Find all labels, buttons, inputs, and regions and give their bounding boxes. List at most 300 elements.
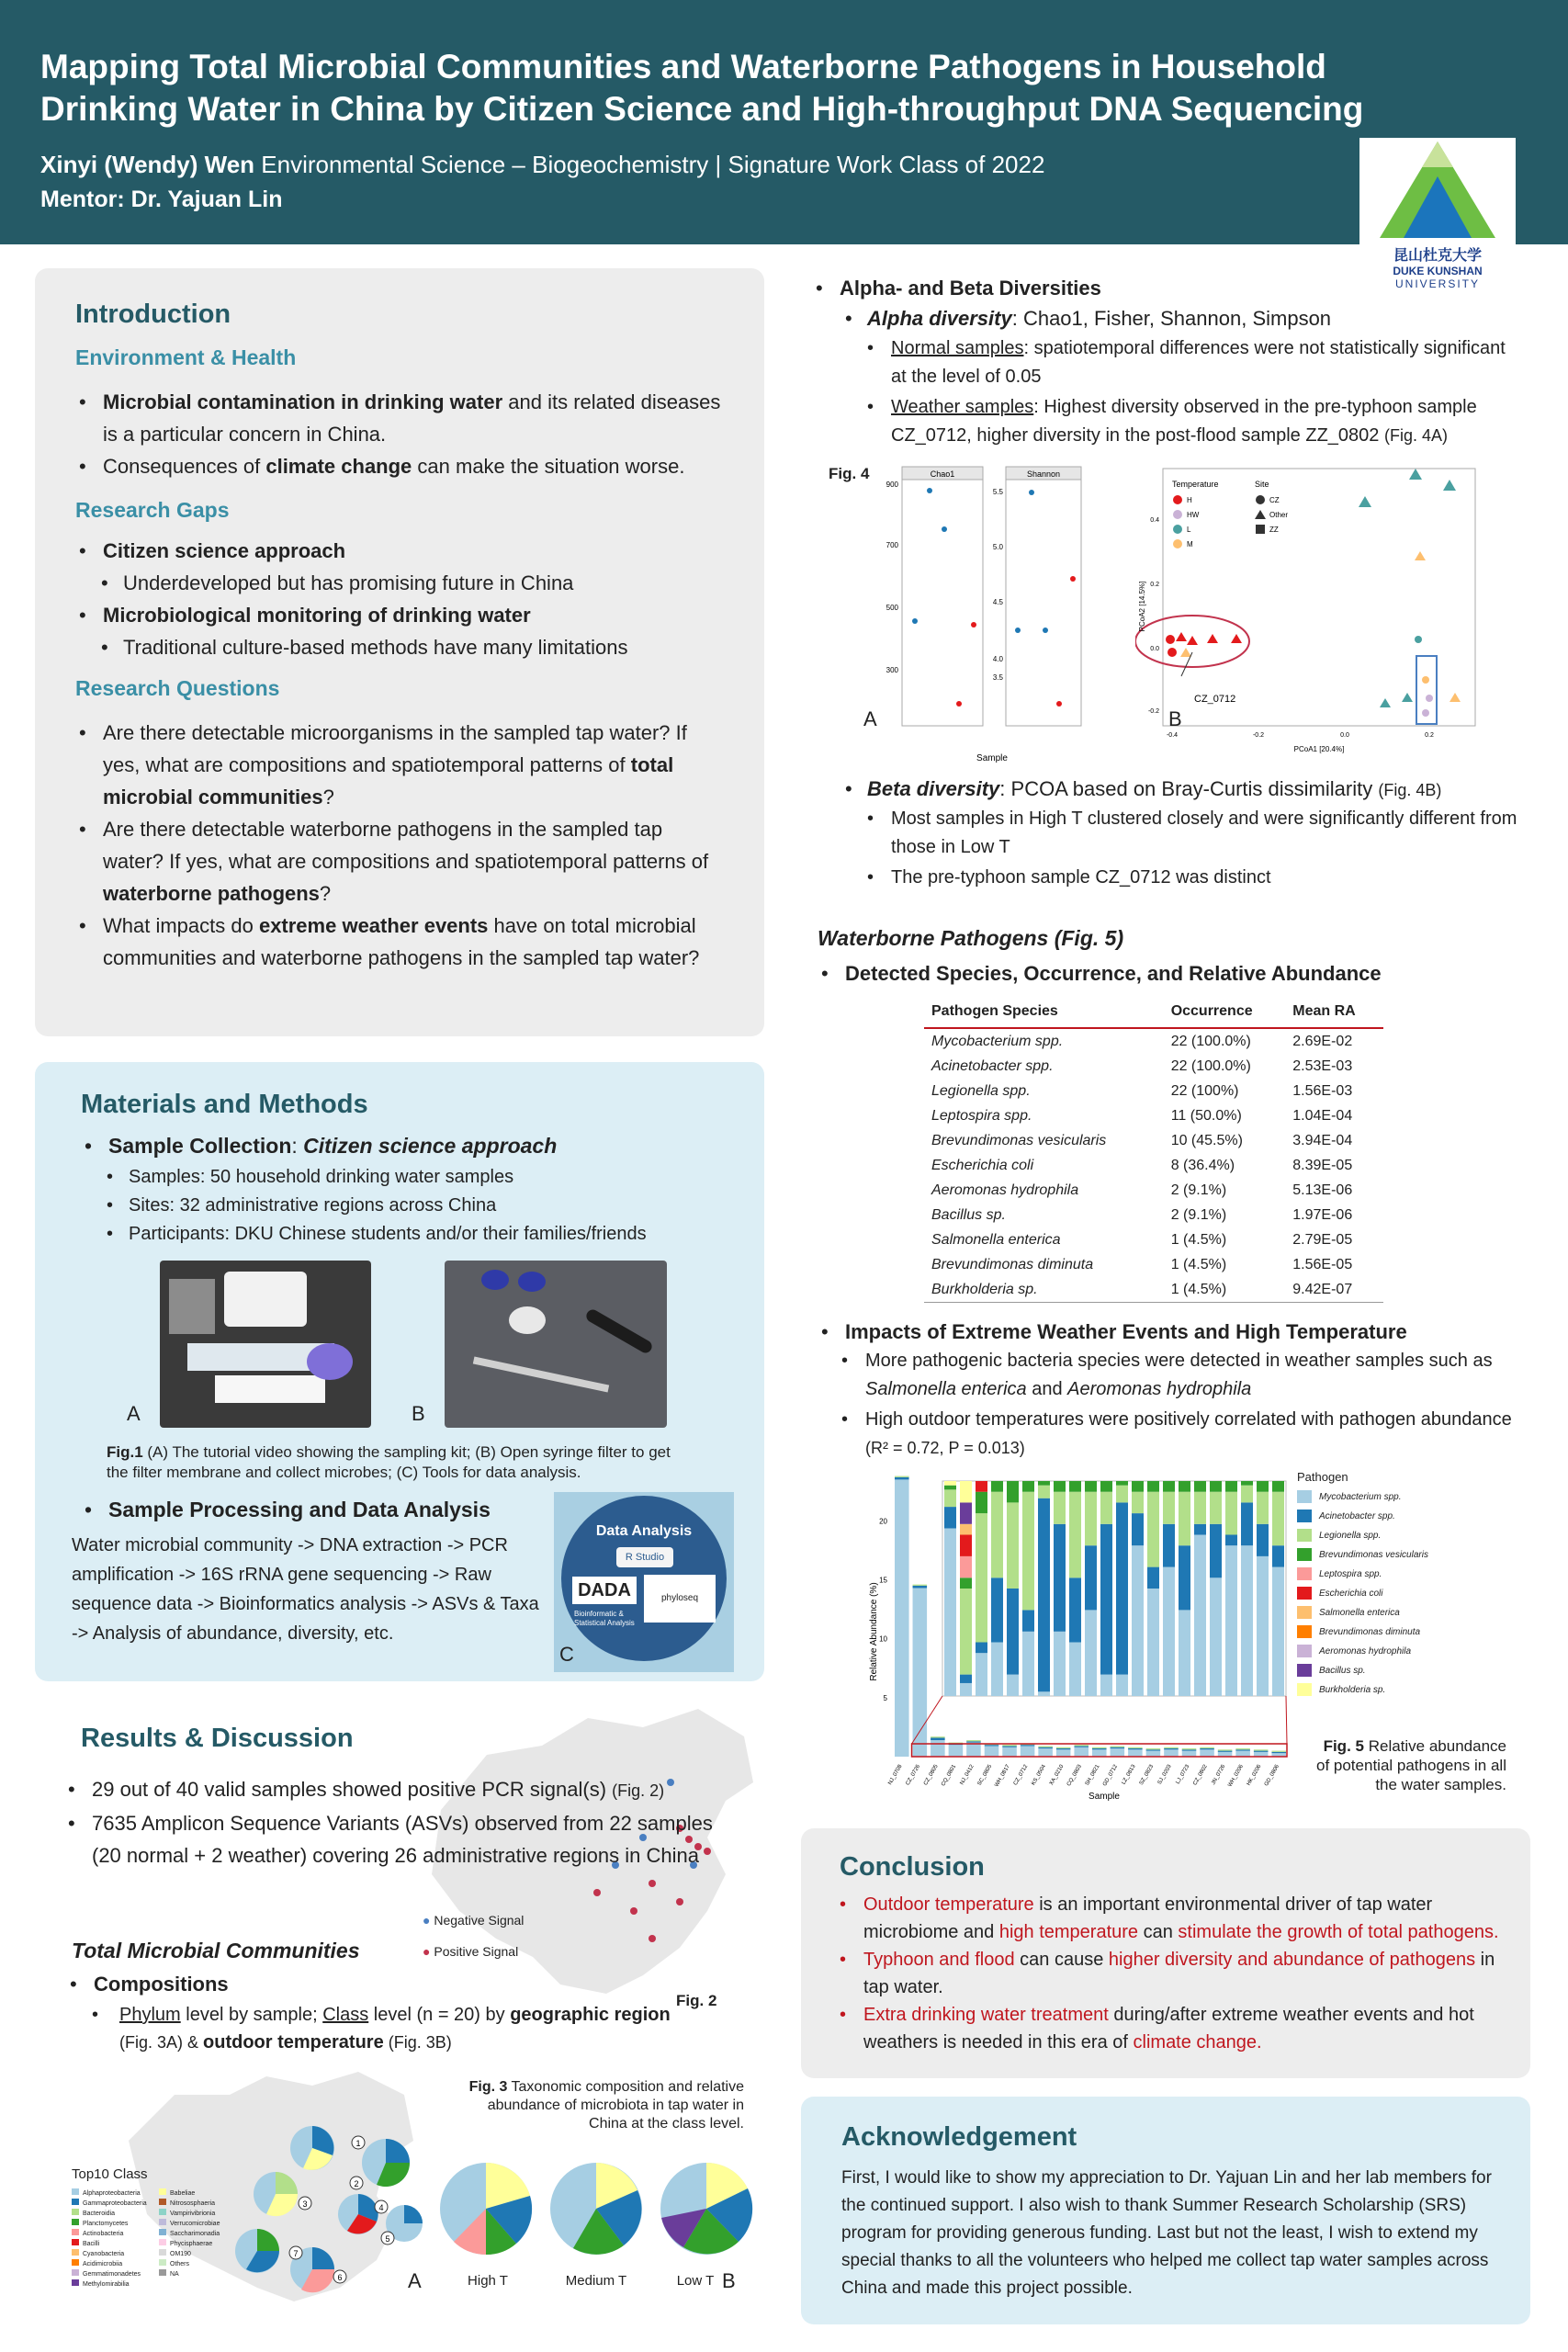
data-analysis-graphic [554,1492,734,1672]
positive-dot-icon: ● [423,1944,431,1959]
env-b2-bold: climate change [265,455,412,478]
occurrence-cell: 1 (4.5%) [1164,1277,1286,1303]
legend-swatch [72,2239,79,2245]
legend-swatch [159,2269,166,2276]
acknowledgement-text: First, I would like to show my appreciation to Dr. Yajuan Lin and her lab members for the continued support. I also wish to thank Summer Research Scholarship (SRS) program for providing generous funding. Last but not the least, I wish to extend my special thanks to all the volunteers who helped me collect tap water samples across China and made this project possible. [841,2168,1492,2298]
c3-c: climate change. [1133,2032,1262,2052]
pathogen-species-cell: Brevundimonas diminuta [931,1257,1094,1272]
legend-label: Saccharimonadia [170,2231,220,2237]
legend-positive-label: Positive Signal [434,1944,519,1959]
mean-ra-cell: 1.04E-04 [1292,1108,1353,1124]
top10-legend-item [159,2269,179,2278]
fig5-inset-segment [960,1675,972,1683]
imp2-stat: (R² = 0.72, P = 0.013) [865,1439,1025,1457]
fig5-inset-segment [976,1653,987,1696]
fig5-bar-segment [1038,1748,1053,1757]
fig5-inset-segment [976,1481,987,1492]
pcoa-point [1426,695,1433,702]
fig5-inset-segment [976,1492,987,1513]
c1-a: Outdoor temperature [863,1894,1034,1915]
compositions-label: Compositions [94,1973,229,1996]
author-line [40,151,1044,179]
result-1 [64,1773,726,1807]
rq1-c: ? [322,786,334,808]
legend-swatch [159,2209,166,2215]
processing-label: Sample Processing and Data Analysis [108,1498,491,1521]
fig5-bar-segment [1038,1746,1053,1747]
compositions-item [66,1968,709,2000]
pathogen-row [924,1054,1383,1079]
legend-label: Others [170,2261,190,2267]
fig5-inset-segment [1007,1675,1019,1696]
fig5-bar-segment [1200,1749,1214,1757]
conclusion-3: • Extra drinking water treatment during/after extreme weather events and hot weathers is needed in this era of climate change. [840,2005,1474,2052]
fig5-inset-segment [1210,1524,1222,1578]
normal-samples-text: : spatiotemporal differences were not statistically significant at the level of 0.05 [891,338,1506,387]
fig5-bar-segment [966,1741,981,1742]
pathogen-species-cell: Escherichia coli [931,1158,1034,1173]
fig5-caption-text: Relative abundance of potential pathogens in all the water samples. [1316,1737,1506,1793]
beta-label: Beta diversity [867,777,1000,800]
fig5-bar-segment [1074,1747,1089,1757]
fig5-inset-segment [1116,1502,1128,1674]
fig5-bar-segment [1182,1749,1197,1750]
legend-swatch [159,2219,166,2225]
result-1-fig: (Fig. 2) [612,1781,665,1800]
negative-dot-icon: ● [423,1913,431,1928]
pathogen-table [924,1000,1383,1303]
fig5-inset-segment [944,1528,956,1696]
cz-0712-label: CZ_0712 [1194,694,1236,705]
top10-legend-item [72,2249,124,2257]
c1-b: is an important environmental driver of tap water microbiome and [863,1894,1433,1942]
region-pie [290,2126,334,2170]
fig5-bar-segment [1092,1748,1107,1749]
rstudio-logo: R Studio [616,1547,673,1567]
pcoa-xtick: 0.2 [1425,732,1434,739]
c2-a: Typhoon and flood [863,1950,1015,1970]
sample-collection-list [81,1130,742,1162]
logo-mountain-icon [1380,141,1495,243]
chao-point [971,622,976,628]
pathogen-row [924,1203,1383,1227]
fig5-bar-segment [1218,1751,1233,1752]
data-analysis-title: Data Analysis [595,1523,693,1539]
fig5-bar-segment [1128,1747,1143,1748]
fig5-inset-segment [1272,1492,1284,1546]
legend-negative-label: Negative Signal [434,1913,525,1928]
occurrence-cell: 8 (36.4%) [1170,1158,1235,1173]
legend-swatch [72,2219,79,2225]
conclusion-list [836,1891,1506,2056]
fig5-legend-item [1297,1565,1508,1584]
gap-2-sub: • Traditional culture-based methods have many limitations [75,631,737,663]
temperature-legend-title: Temperature [1172,480,1219,489]
site-legend-title: Site [1255,480,1269,489]
pathogens-title: Waterborne Pathogens (Fig. 5) [818,926,1124,950]
fig5-legend-item [1297,1584,1508,1603]
fig5-inset-segment [1210,1577,1222,1696]
region-number: 5 [385,2234,390,2244]
fig5-ytick: 10 [879,1634,887,1644]
occurrence-cell: 2 (9.1%) [1170,1207,1227,1223]
fig5-bar-segment [1092,1747,1107,1748]
fig5-inset-segment [1069,1481,1081,1492]
fig5-bar-segment [1235,1749,1250,1750]
legend-negative [423,1913,524,1928]
c3-a: Extra drinking water treatment [863,2005,1109,2025]
fig5-bar-segment [1056,1749,1071,1757]
pathogen-species-cell: Leptospira spp. [931,1108,1032,1124]
legend-label: Verrucomicrobiae [170,2221,220,2227]
mean-ra-cell: 3.94E-04 [1292,1133,1353,1148]
result-1-text: 29 out of 40 valid samples showed positive PCR signal(s) [92,1778,613,1801]
fig5-zoom-line [1286,1696,1287,1744]
fig5-xtick: SC_0805 [976,1764,994,1787]
col-mean-ra: Mean RA [1285,1000,1383,1028]
legend-label: Cyanobacteria [83,2251,125,2257]
fig5-bar-segment [1271,1752,1286,1753]
fig5-bar-segment [1092,1749,1107,1757]
legend-m-icon [1173,539,1182,548]
fig5-inset-segment [944,1507,956,1528]
positive-signal-dot [593,1889,601,1896]
pathogen-row [924,1103,1383,1128]
fig5-inset-segment [1085,1481,1097,1492]
gap-2 [75,599,737,631]
diversity-heading: Alpha- and Beta Diversities [840,277,1101,300]
beta-rest: : PCOA based on Bray-Curtis dissimilarity [999,777,1379,800]
legend-label: Acidimicrobiia [83,2261,123,2267]
fig5-inset-segment [1210,1481,1222,1492]
chao-tick: 900 [886,481,898,489]
fig5-inset-segment [1257,1481,1269,1492]
high-t-pie [440,2163,532,2255]
author-name: Xinyi (Wendy) Wen [40,151,255,178]
fig5-legend-label: Bacillus sp. [1319,1666,1366,1676]
legend-label: Actinobacteria [83,2231,124,2237]
shannon-point [1043,628,1048,633]
region-number: 2 [354,2179,359,2188]
rq3-c: have on total microbial communities and waterborne pathogens in the sampled tap water? [103,914,700,969]
legend-other: Other [1269,511,1289,519]
sample-collection-item [81,1130,742,1162]
fig5-inset-segment [1194,1524,1206,1535]
legend-m: M [1187,540,1193,548]
c1-c: high temperature [998,1922,1139,1942]
conclusion-2: • Typhoon and flood can cause higher diversity and abundance of pathogens in tap water. [840,1950,1495,1997]
fig5-inset-segment [1163,1492,1175,1524]
rq2-b: waterborne pathogens [103,882,320,905]
pcoa-ytick: 0.0 [1150,646,1159,652]
fig5-legend-swatch [1297,1645,1312,1657]
legend-swatch [159,2239,166,2245]
results-title: Results & Discussion [81,1724,354,1753]
rq-2 [75,813,718,910]
fig5-bar-segment [1182,1748,1197,1749]
fig5-xtick: NJ_0708 [887,1764,904,1786]
rq-1 [75,717,718,813]
fig5-inset-segment [1038,1481,1050,1486]
legend-cz-icon [1256,495,1265,504]
legend-swatch [72,2269,79,2276]
fig1-label-a: A [127,1402,141,1425]
legend-label: Bacilli [83,2241,100,2247]
fig5-inset-segment [1257,1492,1269,1524]
fig5-inset-segment [1100,1524,1112,1675]
fig5-legend-item [1297,1507,1508,1526]
sample-axis-label: Sample [976,753,1008,763]
fig5-inset-segment [1225,1535,1237,1546]
pcoa-ytick: 0.4 [1150,517,1159,524]
region-number: 4 [378,2203,384,2212]
fig5-xtick: CZ_0726 [905,1764,922,1787]
fig5-legend-label: Mycobacterium spp. [1319,1492,1402,1502]
fig5-inset-segment [960,1683,972,1696]
fig5-bar-segment [1038,1747,1053,1748]
fig5-inset-segment [1225,1481,1237,1492]
fig5-inset-segment [944,1489,956,1507]
pathogen-row [924,1028,1383,1054]
top10-legend-item [72,2188,141,2197]
impact-bullet-1: • More pathogenic bacteria species were detected in weather samples such as Salmonella enterica and Aeromonas hydrophila [841,1351,1493,1399]
legend-swatch [159,2259,166,2266]
legend-hw: HW [1187,511,1200,519]
fig5-bar-segment [1002,1747,1017,1757]
rq2-a: Are there detectable waterborne pathogens in the sampled tap water? If yes, what are compositions and spatiotemporal patterns of [103,818,709,873]
fig5-inset-segment [1085,1545,1097,1610]
fig5-xtick: CQ_0803 [1066,1764,1083,1788]
impacts-label: Impacts of Extreme Weather Events and High Temperature [845,1320,1407,1343]
region-number: 6 [337,2273,343,2282]
fig5-bar-segment [913,1586,928,1589]
fig5-inset-segment [1194,1481,1206,1492]
author-affiliation: Environmental Science – Biogeochemistry | Signature Work Class of 2022 [254,151,1045,178]
sc-colon: : [291,1134,304,1158]
fig5-bar-segment [1128,1749,1143,1757]
beta-fig: (Fig. 4B) [1378,781,1442,799]
fig5-bar-segment [1235,1751,1250,1757]
fig5-bar-segment [1146,1748,1161,1749]
fig5-inset-segment [1272,1481,1284,1492]
fig5-bar-segment [1128,1748,1143,1749]
fig5-legend-swatch [1297,1606,1312,1619]
fig5-legend-swatch [1297,1664,1312,1677]
legend-label: Vampirivibrionia [170,2211,216,2217]
beta-diversity-line: • Beta diversity: PCOA based on Bray-Curtis dissimilarity (Fig. 4B) [845,777,1442,800]
research-gaps-heading: Research Gaps [75,498,230,522]
dada2-logo: DADA [572,1577,637,1604]
region-number: 1 [355,2139,361,2148]
imp1-c: and [1026,1379,1068,1399]
pcoa-point [1422,676,1429,684]
fig5-xtick: SZ_0823 [1138,1764,1156,1787]
env-b1-rest: and its related diseases is a particular concern in China. [103,390,721,446]
gap-2-text: Microbiological monitoring of drinking water [103,604,531,627]
fig5-inset-segment [1147,1492,1159,1567]
mean-ra-cell: 2.53E-03 [1292,1058,1353,1074]
rq1-a: Are there detectable microorganisms in the sampled tap water? If yes, what are compositions and spatiotemporal patterns of [103,721,687,776]
legend-label: OM190 [170,2251,191,2257]
fig5-inset-segment [1194,1535,1206,1697]
env-health-heading: Environment & Health [75,345,297,369]
fig5-inset-segment [1069,1643,1081,1697]
positive-signal-dot [676,1898,683,1905]
fig5-inset-segment [1179,1492,1190,1546]
fig5-ytick: 5 [883,1693,887,1702]
mentor-line: Mentor: Dr. Yajuan Lin [40,187,283,212]
env-b1-bold: Microbial contamination in drinking water [103,390,503,413]
samples-count: • Samples: 50 household drinking water samples [81,1163,742,1192]
fig5-inset-segment [960,1524,972,1535]
legend-l: L [1187,526,1191,534]
impacts-item [818,1316,1534,1348]
top10-legend-item [72,2199,147,2207]
chao-tick: 300 [886,666,898,674]
fig5-inset-segment [1069,1492,1081,1578]
fig5-inset-segment [1163,1567,1175,1696]
fig5-legend-swatch [1297,1529,1312,1542]
fig5-inset-segment [960,1556,972,1577]
fig5-inset-segment [1163,1481,1175,1492]
fig5-bar-segment [1164,1749,1179,1757]
fig5-legend-label: Aeromonas hydrophila [1319,1646,1412,1657]
pathogen-species-cell: Burkholderia sp. [924,1277,1164,1303]
pcoa-point [1168,648,1177,657]
fig5-bar-segment [1200,1748,1214,1749]
fig5-legend-swatch [1297,1587,1312,1600]
alpha-diversity-line: • Alpha diversity: Chao1, Fisher, Shannon, Simpson [845,307,1332,330]
fig5-legend-item [1297,1661,1508,1680]
fig5-bar-segment [1164,1748,1179,1749]
syringe-filter-photo [445,1261,667,1428]
legend-swatch [72,2279,79,2286]
fig5-ytick: 20 [879,1517,887,1526]
sample-collection-approach: Citizen science approach [303,1134,558,1158]
fig5-legend-label: Brevundimonas diminuta [1319,1627,1421,1637]
fig5-xtick: LZ_0813 [1121,1764,1137,1786]
geo-region: geographic region [510,2005,671,2025]
legend-zz-icon [1256,525,1265,534]
legend-label: Gammaproteobacteria [83,2200,147,2207]
pathogen-row [924,1252,1383,1277]
fig5-bar-segment [966,1743,981,1757]
fig5-xtick: CZ_0712 [1012,1764,1030,1787]
weather-fig: (Fig. 4A) [1383,426,1448,445]
alpha-label: Alpha diversity [867,307,1012,330]
processing-list [81,1494,595,1526]
imp1-a: More pathogenic bacteria species were detected in weather samples such as [865,1351,1493,1371]
fig5-inset-segment [1132,1492,1144,1513]
poster-header [0,0,1568,244]
pathogen-row [924,1128,1383,1153]
pcoa-xlabel: PCoA1 [20.4%] [1293,745,1345,753]
shannon-tick: 5.0 [992,543,1003,551]
fig5-inset-segment [1257,1524,1269,1556]
fig5-inset-segment [944,1486,956,1490]
sites-count: • Sites: 32 administrative regions across China [81,1192,742,1220]
detected-item [818,957,1534,989]
legend-zz: ZZ [1269,526,1279,534]
fig5-legend-swatch [1297,1510,1312,1522]
region-number: 7 [293,2249,299,2258]
weather-samples-label: Weather samples [891,397,1034,417]
fig5-inset-segment [944,1481,956,1486]
fig5-bar-segment [1218,1749,1233,1750]
fig5-inset-segment [1054,1524,1066,1632]
fig5-inset-segment [1038,1498,1050,1692]
legend-label: Methylomirabilia [83,2281,130,2288]
pathogen-table-header [924,1000,1383,1028]
conclusion-title: Conclusion [840,1852,985,1882]
legend-swatch [72,2188,79,2195]
fig3-label-a: A [408,2269,422,2292]
logo-english-line2: UNIVERSITY [1394,277,1480,290]
occurrence-cell: 1 (4.5%) [1170,1257,1227,1272]
compositions-list [66,1968,709,2000]
imp1-b: Salmonella enterica [865,1379,1027,1399]
legend-label: Nitrososphaeria [170,2200,216,2207]
fig5-inset-segment [1022,1481,1034,1492]
top10-legend-item [72,2239,99,2247]
pathogen-row [924,1277,1383,1303]
chao-point [956,701,962,707]
shannon-strip: Shannon [1026,469,1061,479]
legend-label: Alphaproteobacteria [83,2190,141,2197]
comp-h: (Fig. 3B) [383,2033,452,2052]
top10-legend-item [159,2219,220,2227]
legend-label: Planctomycetes [83,2221,129,2227]
shannon-point [1056,701,1062,707]
legend-swatch [72,2199,79,2205]
fig5-inset-segment [1100,1481,1112,1492]
result-2: • 7635 Amplicon Sequence Variants (ASVs) observed from 22 samples (20 normal + 2 weather) covering 26 administrative regions in China [64,1807,726,1871]
fig1-label-b: B [412,1402,425,1425]
logo-chinese-text: 昆山杜克大学 [1393,246,1482,264]
fig5-inset-segment [1085,1610,1097,1696]
fig5-bar-segment [1164,1747,1179,1748]
pathogen-species-cell: Mycobacterium spp. [931,1034,1064,1049]
fig5-inset-segment [1100,1675,1112,1696]
mean-ra-cell: 5.13E-06 [1292,1182,1353,1198]
fig5-inset-segment [1116,1486,1128,1503]
legend-swatch [72,2209,79,2215]
beta-bullet-1: • Most samples in High T clustered closely and were significantly different from those in Low T [867,805,1525,862]
chao-point [912,618,918,624]
fig5-bar-segment [1218,1752,1233,1757]
top10-legend-item [159,2209,215,2217]
low-t-pie [660,2163,752,2255]
research-questions-list [75,717,718,974]
beta-s1-text: Most samples in High T clustered closely and were significantly different from those in Low T [891,808,1517,857]
fig5-legend-swatch [1297,1625,1312,1638]
fig5-bar-segment [931,1737,945,1740]
fig5-legend-label: Leptospira spp. [1319,1569,1382,1579]
fig3-caption-text: Taxonomic composition and relative abundance of microbiota in tap water in China at the class level. [487,2079,744,2132]
col-occurrence: Occurrence [1164,1000,1286,1028]
shannon-tick: 4.0 [992,655,1003,663]
low-t-label: Low T [676,2273,715,2289]
fig5-inset-segment [1147,1567,1159,1589]
diversity-list [812,272,1529,304]
fig5-inset-segment [1132,1513,1144,1545]
acknowledgement-title: Acknowledgement [841,2122,1077,2152]
compositions-detail: • Phylum level by sample; Class level (n = 20) by geographic region (Fig. 3A) & outdoor temperature (Fig. 3B) [92,2005,671,2052]
c1-e: stimulate the growth of total pathogens. [1178,1922,1499,1942]
mean-ra-cell: 1.56E-03 [1292,1083,1353,1099]
c2-b: can cause [1014,1950,1109,1970]
fig5-bar-segment [1146,1751,1161,1757]
